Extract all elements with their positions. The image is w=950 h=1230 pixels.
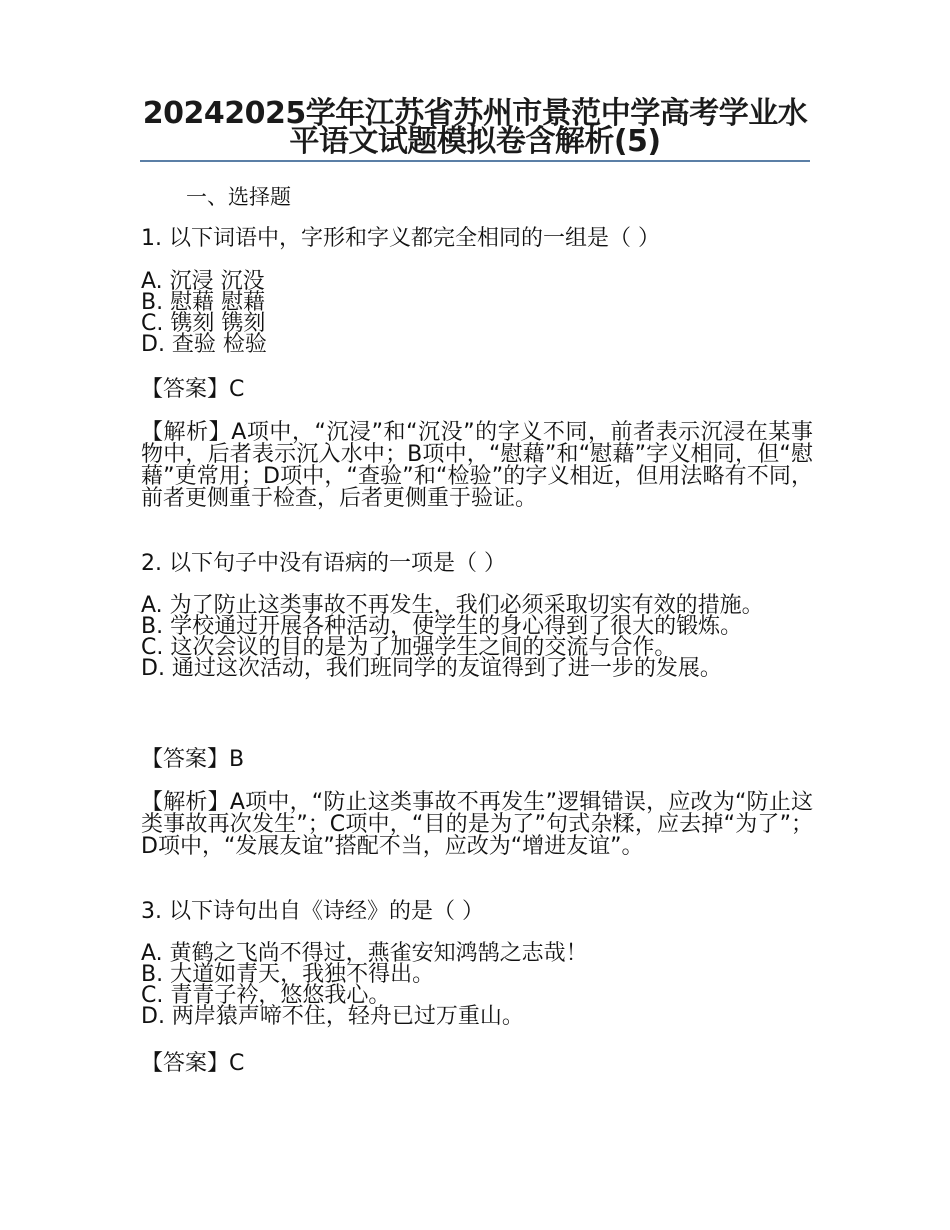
question-1-options bbox=[141, 271, 813, 355]
option-a: A. 沉浸 沉没 bbox=[141, 269, 265, 294]
question-2 bbox=[141, 550, 813, 578]
option-d: D. 查验 检验 bbox=[141, 332, 267, 357]
page-title: 20242025学年江苏省苏州市景范中学高考学业水平语文试题模拟卷含解析(5) bbox=[142, 96, 808, 159]
answer-text: 【答案】C bbox=[141, 377, 245, 402]
explanation-text: 【解析】A项中，“防止这类事故不再发生”逻辑错误，应改为“防止这类事故再次发生”；C项中，“目的是为了”句式杂糅，应去掉“为了”；D项中，“发展友谊”搭配不当，应改为“增进友谊”。 bbox=[141, 790, 813, 859]
question-3-options bbox=[141, 943, 813, 1027]
question-2-answer bbox=[141, 746, 813, 774]
option-c: C. 青青子衿，悠悠我心。 bbox=[141, 983, 391, 1008]
question-1-answer bbox=[141, 376, 813, 404]
question-3 bbox=[141, 898, 813, 926]
question-stem: 2. 以下句子中没有语病的一项是（ ） bbox=[141, 551, 506, 576]
section-heading: 一、选择题 bbox=[186, 185, 291, 209]
option-b: B. 学校通过开展各种活动，使学生的身心得到了很大的锻炼。 bbox=[141, 614, 743, 639]
option-d: D. 两岸猿声啼不住，轻舟已过万重山。 bbox=[141, 1004, 524, 1029]
question-2-options bbox=[141, 595, 813, 679]
question-3-answer bbox=[141, 1050, 813, 1078]
option-b: B. 大道如青天，我独不得出。 bbox=[141, 962, 435, 987]
answer-text: 【答案】C bbox=[141, 1051, 245, 1076]
explanation-text: 【解析】A项中，“沉浸”和“沉没”的字义不同，前者表示沉浸在某事物中，后者表示沉入水中；B项中，“慰藉”和“慰藉”字义相同，但“慰藉”更常用；D项中，“查验”和“检验”的字义相近，但用法略有不同，前者更侧重于检查，后者更侧重于验证。 bbox=[141, 420, 813, 511]
title-underline bbox=[140, 160, 810, 162]
question-stem: 1. 以下词语中，字形和字义都完全相同的一组是（ ） bbox=[141, 226, 660, 251]
option-c: C. 镌刻 镌刻 bbox=[141, 311, 266, 336]
option-a: A. 为了防止这类事故不再发生，我们必须采取切实有效的措施。 bbox=[141, 593, 764, 618]
question-2-explanation bbox=[141, 792, 813, 858]
option-b: B. 慰藉 慰藉 bbox=[141, 290, 266, 315]
option-c: C. 这次会议的目的是为了加强学生之间的交流与合作。 bbox=[141, 635, 677, 660]
option-d: D. 通过这次活动，我们班同学的友谊得到了进一步的发展。 bbox=[141, 656, 722, 681]
question-stem: 3. 以下诗句出自《诗经》的是（ ） bbox=[141, 899, 484, 924]
question-1 bbox=[141, 225, 813, 253]
answer-text: 【答案】B bbox=[141, 747, 245, 772]
question-1-explanation bbox=[141, 422, 813, 510]
option-a: A. 黄鹤之飞尚不得过，燕雀安知鸿鹄之志哉！ bbox=[141, 941, 588, 966]
